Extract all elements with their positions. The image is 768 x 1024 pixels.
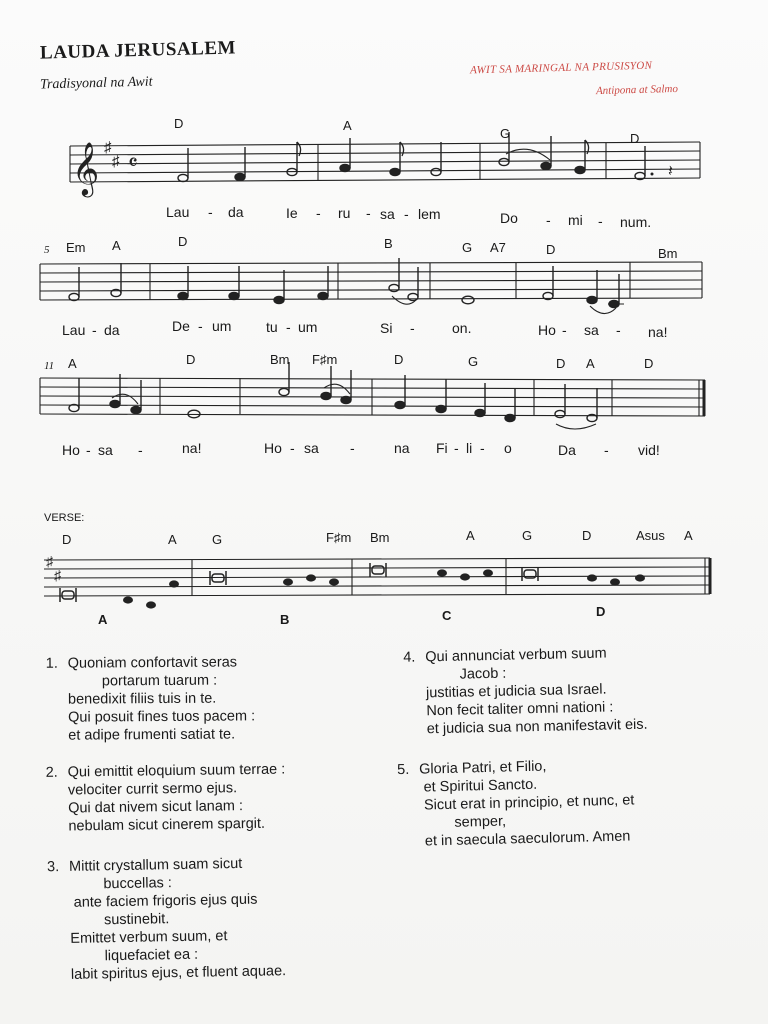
lyric: - (598, 213, 603, 229)
chord: A (168, 532, 177, 547)
lyric: Da (558, 442, 576, 458)
chord: Asus (636, 528, 665, 543)
lyric: - (366, 205, 371, 221)
stanza-number: 2. (45, 764, 58, 781)
stanza-number: 3. (46, 859, 60, 876)
chord: A (586, 356, 595, 371)
stanza-line: sustinebit. (103, 911, 170, 929)
chord: G (212, 532, 223, 547)
song-category: AWIT SA MARINGAL NA PRUSISYON (469, 59, 653, 77)
stanza-line: Mittit crystallum suam sicut (68, 855, 243, 875)
psalm-tone-label: D (596, 604, 606, 619)
lyric: - (562, 322, 567, 338)
chord: A (112, 238, 121, 253)
stanza-4 (403, 644, 648, 739)
lyric: sa (98, 442, 113, 458)
chord: A (343, 118, 352, 133)
lyric: da (228, 204, 244, 220)
stanza-1 (45, 653, 256, 744)
lyric: - (616, 322, 621, 338)
lyric: - (454, 440, 459, 456)
stanza-line: et in saecula saeculorum. Amen (424, 828, 631, 850)
lyric: num. (620, 214, 652, 230)
chord: B (384, 236, 393, 251)
stanza-line: justitias et judicia sua Israel. (425, 681, 607, 702)
lyric: - (604, 442, 609, 458)
chord: D (546, 242, 556, 257)
stanza-number: 1. (45, 655, 58, 672)
lyric: vid! (638, 442, 660, 458)
sharp-c-icon: ♯ (112, 153, 120, 170)
chord: A (684, 528, 693, 543)
chord: A (466, 528, 475, 543)
lyric: lem (418, 206, 441, 222)
chord: G (468, 354, 479, 369)
treble-clef-icon: 𝄞 (72, 141, 100, 195)
stanza-line: semper, (454, 813, 507, 831)
lyric: Fi (436, 440, 448, 456)
stanza-number: 4. (403, 649, 416, 666)
lyric: - (208, 204, 213, 220)
psalm-tone-label: A (98, 612, 108, 627)
stanza-line: Qui annunciat verbum suum (425, 645, 607, 666)
lyric: um (298, 319, 318, 335)
stanza-line: labit spiritus ejus, et fluent aquae. (70, 963, 287, 983)
lyric: mi (568, 212, 583, 228)
psalm-tone-label: B (280, 612, 290, 627)
chord: D (186, 352, 196, 367)
lyric: Ho (62, 442, 80, 458)
stanza-line: velociter currit sermo ejus. (67, 780, 238, 799)
verse-label: VERSE: (44, 512, 85, 524)
measure-number: 11 (44, 360, 55, 372)
lyric: sa (380, 206, 395, 222)
stanza-line: Qui emittit eloquium suum terrae : (67, 761, 286, 781)
lyric: De (172, 318, 190, 334)
stanza-line: et adipe frumenti satiat te. (68, 726, 236, 744)
lyric: da (104, 322, 120, 338)
stanza-line: benedixit filiis tuis in te. (67, 690, 217, 708)
lyric: - (480, 440, 485, 456)
song-subtitle: Tradisyonal na Awit (39, 74, 153, 93)
lyric: li (466, 440, 473, 456)
sharp-f-icon: ♯ (46, 553, 53, 569)
lyric: ru (338, 205, 351, 221)
sharp-f-icon: ♯ (104, 139, 112, 156)
chord: F♯m (312, 352, 338, 367)
lyric: on. (452, 320, 472, 336)
stanza-3 (46, 854, 287, 984)
chord: Bm (270, 352, 290, 367)
chord: D (394, 352, 404, 367)
lyric: um (212, 318, 232, 334)
measure-number: 5 (44, 244, 50, 256)
lyric: Si (380, 320, 393, 336)
lyric: - (350, 440, 355, 456)
lyric: Do (500, 210, 518, 226)
stanza-line: et Spiritui Sancto. (423, 776, 538, 796)
lyric: - (286, 319, 291, 335)
stanza-line: portarum tuarum : (101, 672, 218, 690)
psalm-tone-label: C (442, 608, 452, 623)
lyric: na (394, 440, 410, 456)
lyric: sa (584, 322, 599, 338)
chord: Bm (658, 246, 678, 261)
lyric: Lau (62, 322, 86, 338)
song-category-sub: Antipona at Salmo (595, 82, 679, 98)
lyric: - (92, 322, 97, 338)
lyric: - (86, 442, 91, 458)
rest-icon: 𝄽 (668, 163, 673, 180)
lyric: sa (304, 440, 319, 456)
stanza-5 (396, 755, 636, 850)
lyric: - (198, 318, 203, 334)
lyric: Ho (264, 440, 282, 456)
stanza-line: Qui dat nivem sicut lanam : (68, 798, 244, 817)
common-time-icon: 𝄴 (128, 151, 138, 176)
lyric: tu (266, 319, 278, 335)
lyric: Ie (286, 205, 298, 221)
stanza-number: 5. (396, 761, 410, 779)
lyric: - (410, 320, 415, 336)
stanza-line: ante faciem frigoris ejus quis (73, 891, 258, 911)
lyric: - (546, 212, 551, 228)
chord: Bm (370, 530, 390, 545)
stanza-line: Sicut erat in principio, et nunc, et (423, 792, 635, 814)
lyric: - (404, 206, 409, 222)
lyric: - (316, 205, 321, 221)
stanza-line: liquefaciet ea : (104, 946, 199, 965)
stanza-line: Qui posuit fines tuos pacem : (68, 708, 256, 726)
chord: D (644, 356, 654, 371)
stanza-line: Non fecit taliter omni nationi : (426, 699, 614, 720)
lyric: Lau (166, 204, 190, 220)
chord: D (62, 532, 72, 547)
lyric: - (290, 440, 295, 456)
chord: A7 (490, 240, 506, 255)
stanza-line: Gloria Patri, et Filio, (418, 758, 547, 778)
stanza-line: Emittet verbum suum, et (70, 928, 228, 947)
song-title: LAUDA JERUSALEM (39, 37, 237, 64)
stanza-line: Jacob : (459, 665, 507, 683)
sharp-c-icon: ♯ (54, 567, 61, 583)
chord: D (556, 356, 566, 371)
chord: D (174, 116, 184, 131)
lyric: na! (648, 324, 668, 340)
chord: G (462, 240, 473, 255)
chord: D (582, 528, 592, 543)
lyric: o (504, 440, 512, 456)
chord: D (630, 131, 640, 146)
stanza-2 (45, 760, 287, 835)
lyric: - (138, 442, 143, 458)
chord: G (522, 528, 533, 543)
stanza-line: Quoniam confortavit seras (67, 654, 238, 672)
stanza-line: buccellas : (103, 875, 173, 893)
chord: D (178, 234, 188, 249)
lyric: na! (182, 440, 202, 456)
chord: Em (66, 240, 86, 255)
chord: G (500, 126, 511, 141)
stanza-line: nebulam sicut cinerem spargit. (68, 815, 266, 835)
lyric: Ho (538, 322, 556, 338)
stanza-line: et judicia sua non manifestavit eis. (426, 716, 648, 738)
chord: F♯m (326, 530, 352, 545)
chord: A (68, 356, 77, 371)
